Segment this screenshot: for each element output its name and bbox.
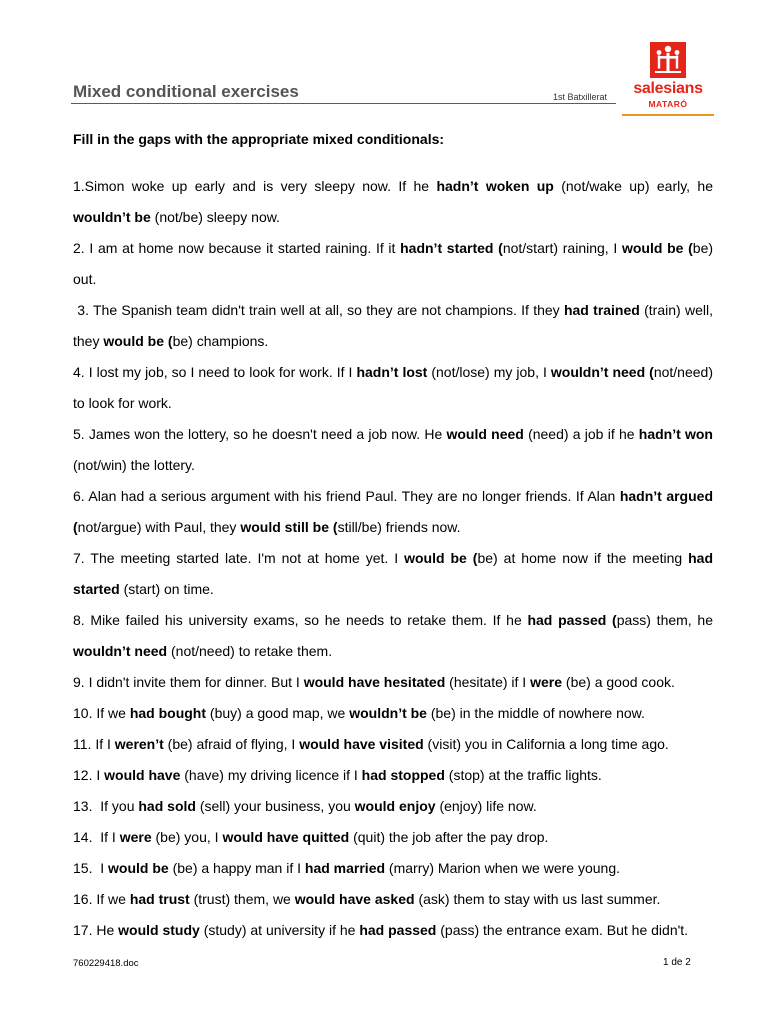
exercise-text: (be) in the middle of nowhere now. [426, 705, 645, 721]
answer-text: hadn’t started ( [400, 240, 503, 256]
exercise-item [73, 915, 713, 946]
exercise-item [73, 171, 713, 233]
exercise-text: not/need) to look for work. [73, 364, 713, 411]
exercise-text: 14. If I [73, 829, 120, 845]
answer-text: wouldn’t be [73, 209, 151, 225]
exercise-text: (ask) them to stay with us last summer. [414, 891, 661, 907]
exercise-item [73, 481, 713, 543]
footer-page-number: 1 de 2 [663, 957, 691, 968]
answer-text: would enjoy [354, 798, 436, 814]
exercise-text: (be) you, I [151, 829, 223, 845]
exercise-text: (train) well, they [73, 302, 713, 349]
footer-filename: 760229418.doc [73, 958, 139, 969]
answer-text: would be ( [404, 550, 478, 566]
exercise-item [73, 543, 713, 605]
answer-text: weren’t [114, 736, 164, 752]
answer-text: would study [118, 922, 200, 938]
exercise-item [73, 605, 713, 667]
exercise-list [73, 171, 713, 946]
answer-text: would need [446, 426, 524, 442]
exercise-text: (buy) a good map, we [206, 705, 350, 721]
exercise-item [73, 729, 713, 760]
answer-text: had bought [129, 705, 207, 721]
salesians-logo [622, 40, 714, 116]
course-label: 1st Batxillerat [553, 92, 608, 102]
header-rule [71, 103, 616, 104]
answer-text: would be ( [103, 333, 173, 349]
exercise-text: 1.Simon woke up early and is very sleepy now. If he [73, 178, 437, 194]
instructions: Fill in the gaps with the appropriate mixed conditionals: [73, 131, 445, 147]
answer-text: would still be ( [240, 519, 338, 535]
exercise-text: be) champions. [172, 333, 269, 349]
exercise-item [73, 822, 713, 853]
answer-text: had trained [563, 302, 640, 318]
exercise-text: (not/be) sleepy now. [150, 209, 280, 225]
exercise-text: (sell) your business, you [195, 798, 355, 814]
exercise-text: not/argue) with Paul, they [77, 519, 241, 535]
logo-city: MATARÓ [648, 99, 688, 109]
exercise-text: 9. I didn't invite them for dinner. But I [73, 674, 304, 690]
exercise-item [73, 791, 713, 822]
exercise-item [73, 853, 713, 884]
document-title: Mixed conditional exercises [73, 82, 299, 101]
exercise-item [73, 295, 713, 357]
answer-text: hadn’t lost [356, 364, 428, 380]
answer-text: were [119, 829, 152, 845]
exercise-text: 8. Mike failed his university exams, so he needs to retake them. If he [73, 612, 528, 628]
exercise-text: 5. James won the lottery, so he doesn't need a job now. He [73, 426, 447, 442]
exercise-text: (quit) the job after the pay drop. [349, 829, 549, 845]
exercise-text: be) out. [73, 240, 714, 287]
logo-name: salesians [633, 80, 703, 97]
answer-text: had passed ( [527, 612, 617, 628]
exercise-text: 6. Alan had a serious argument with his friend Paul. They are no longer friends. If Alan [73, 488, 620, 504]
exercise-text: 12. I [73, 767, 105, 783]
answer-text: had started [73, 550, 714, 597]
exercise-text: 16. If we [73, 891, 130, 907]
answer-text: hadn’t argued ( [73, 488, 713, 535]
answer-text: hadn’t woken up [436, 178, 554, 194]
answer-text: would have [104, 767, 181, 783]
answer-text: wouldn’t be [349, 705, 427, 721]
exercise-text: (not/lose) my job, I [427, 364, 551, 380]
answer-text: had stopped [361, 767, 445, 783]
exercise-item [73, 419, 713, 481]
exercise-text: (be) a good cook. [562, 674, 675, 690]
exercise-text: (stop) at the traffic lights. [444, 767, 602, 783]
exercise-text: (be) a happy man if I [168, 860, 305, 876]
answer-text: wouldn’t need [73, 643, 168, 659]
exercise-text: (not/wake up) early, he [553, 178, 713, 194]
answer-text: had married [304, 860, 386, 876]
answer-text: would have quitted [222, 829, 350, 845]
answer-text: had trust [129, 891, 190, 907]
exercise-text: still/be) friends now. [337, 519, 461, 535]
exercise-text: (not/win) the lottery. [73, 457, 195, 473]
exercise-item [73, 698, 713, 729]
exercise-text: (pass) the entrance exam. But he didn't. [436, 922, 689, 938]
answer-text: hadn’t won [638, 426, 713, 442]
answer-text: were [530, 674, 563, 690]
logo-rule [622, 114, 714, 116]
answer-text: had passed [359, 922, 437, 938]
answer-text: would have visited [299, 736, 424, 752]
exercise-item [73, 357, 713, 419]
exercise-text: 13. If you [73, 798, 139, 814]
exercise-text: (have) my driving licence if I [180, 767, 362, 783]
exercise-text: 11. If I [73, 736, 115, 752]
exercise-text: (hesitate) if I [445, 674, 531, 690]
exercise-text: (trust) them, we [189, 891, 295, 907]
exercise-item [73, 760, 713, 791]
exercise-text: 7. The meeting started late. I'm not at home yet. I [73, 550, 405, 566]
answer-text: wouldn’t need ( [550, 364, 654, 380]
exercise-item [73, 667, 713, 698]
exercise-item [73, 884, 713, 915]
answer-text: would have hesitated [303, 674, 446, 690]
exercise-text: (marry) Marion when we were young. [385, 860, 621, 876]
exercise-text: not/start) raining, I [502, 240, 622, 256]
answer-text: would be [108, 860, 169, 876]
exercise-text: (enjoy) life now. [435, 798, 537, 814]
exercise-text: be) at home now if the meeting [477, 550, 689, 566]
exercise-text: 10. If we [73, 705, 130, 721]
exercise-text: 15. I [73, 860, 109, 876]
exercise-text: pass) them, he [616, 612, 713, 628]
exercise-text: (need) a job if he [523, 426, 639, 442]
answer-text: would be ( [621, 240, 693, 256]
exercise-text: (be) afraid of flying, I [163, 736, 300, 752]
exercise-item [73, 233, 713, 295]
exercise-text: (not/need) to retake them. [167, 643, 333, 659]
exercise-text: (start) on time. [119, 581, 214, 597]
exercise-text: (study) at university if he [199, 922, 360, 938]
exercise-text: 17. He [73, 922, 119, 938]
salesians-emblem-icon [650, 42, 686, 78]
exercise-text: (visit) you in California a long time ago. [423, 736, 669, 752]
answer-text: would have asked [294, 891, 415, 907]
exercise-text: 2. I am at home now because it started raining. If it [73, 240, 401, 256]
exercise-text: 3. The Spanish team didn't train well at all, so they are not champions. If they [73, 302, 564, 318]
answer-text: had sold [138, 798, 196, 814]
exercise-text: 4. I lost my job, so I need to look for work. If I [73, 364, 357, 380]
